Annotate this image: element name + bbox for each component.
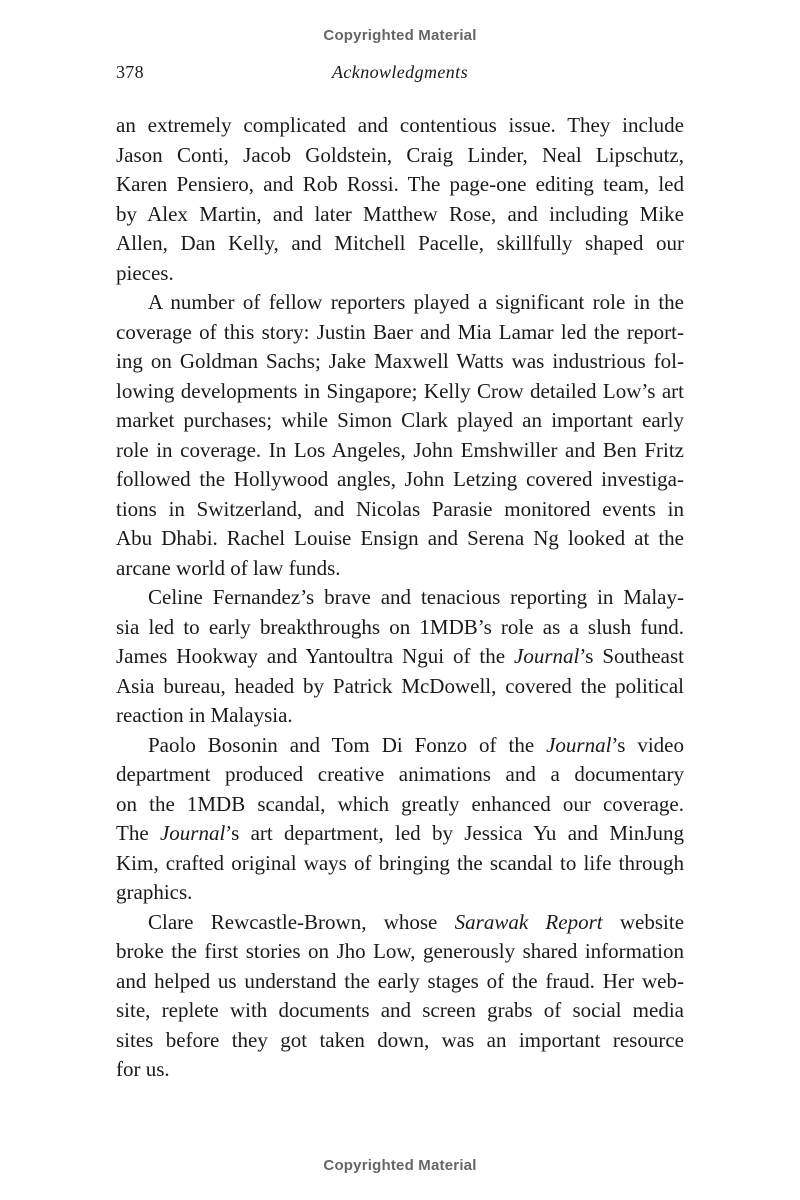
text-line: reaction in Malaysia. bbox=[116, 703, 293, 727]
italic-title: Journal bbox=[514, 644, 580, 668]
text-line: department produced creative animations and a documentary bbox=[116, 762, 684, 786]
section-title: Acknowledgments bbox=[332, 62, 468, 82]
text-line: Karen Pensiero, and Rob Rossi. The page-one editing team, led bbox=[116, 172, 684, 196]
text-line: ing on Goldman Sachs; Jake Maxwell Watts was industrious fol- bbox=[116, 349, 684, 373]
watermark-top: Copyrighted Material bbox=[323, 27, 477, 44]
text-line bbox=[116, 819, 684, 849]
text-line bbox=[116, 908, 684, 938]
text-run: James Hookway and Yantoultra Ngui of the bbox=[116, 644, 515, 668]
text-line: broke the first stories on Jho Low, generously shared information bbox=[116, 939, 684, 963]
text-line: A number of fellow reporters played a significant role in the bbox=[148, 290, 684, 314]
italic-title: Journal bbox=[159, 821, 226, 845]
text-run: website bbox=[602, 909, 685, 934]
text-line: pieces. bbox=[116, 260, 174, 285]
text-line: role in coverage. In Los Angeles, John Emshwiller and Ben Fritz bbox=[116, 437, 684, 462]
text-line: sites before they got taken down, was an important resource bbox=[116, 1027, 684, 1052]
text-line: Jason Conti, Jacob Goldstein, Craig Linder, Neal Lipschutz, bbox=[116, 142, 684, 167]
text-run: ’s Southeast bbox=[579, 644, 684, 668]
text-run: ’s art department, led by Jessica Yu and MinJung bbox=[225, 821, 684, 845]
italic-title: Sarawak Report bbox=[454, 909, 603, 934]
text-line bbox=[116, 642, 684, 672]
text-line: followed the Hollywood angles, John Letzing covered investiga- bbox=[116, 467, 684, 491]
text-run: Clare Rewcastle-Brown, whose bbox=[148, 909, 455, 934]
text-line: Celine Fernandez’s brave and tenacious reporting in Malay- bbox=[148, 585, 684, 609]
text-line: graphics. bbox=[116, 880, 193, 904]
text-line: market purchases; while Simon Clark played an important early bbox=[116, 408, 684, 432]
text-line: by Alex Martin, and later Matthew Rose, and including Mike bbox=[116, 201, 684, 226]
text-line bbox=[116, 731, 684, 761]
page-number: 378 bbox=[116, 62, 144, 82]
text-line: for us. bbox=[116, 1057, 170, 1081]
text-run: The bbox=[116, 821, 160, 845]
text-line: Abu Dhabi. Rachel Louise Ensign and Serena Ng looked at the bbox=[116, 526, 684, 550]
watermark-bottom: Copyrighted Material bbox=[323, 1157, 477, 1174]
text-line: and helped us understand the early stages of the fraud. Her web- bbox=[116, 968, 684, 993]
italic-title: Journal bbox=[546, 732, 612, 757]
text-line: Allen, Dan Kelly, and Mitchell Pacelle, skillfully shaped our bbox=[116, 231, 684, 255]
text-line: an extremely complicated and contentious issue. They include bbox=[116, 113, 684, 137]
text-line: sia led to early breakthroughs on 1MDB’s role as a slush fund. bbox=[116, 614, 684, 639]
text-line: lowing developments in Singapore; Kelly Crow detailed Low’s art bbox=[116, 378, 684, 403]
text-line: Asia bureau, headed by Patrick McDowell, covered the political bbox=[116, 673, 684, 698]
text-line: tions in Switzerland, and Nicolas Parasie monitored events in bbox=[116, 496, 684, 521]
running-head bbox=[116, 62, 684, 88]
text-line: coverage of this story: Justin Baer and Mia Lamar led the report- bbox=[116, 319, 684, 344]
text-line: site, replete with documents and screen grabs of social media bbox=[116, 998, 684, 1022]
body-text bbox=[116, 111, 684, 1085]
text-run: Paolo Bosonin and Tom Di Fonzo of the bbox=[148, 732, 547, 757]
text-line: arcane world of law funds. bbox=[116, 555, 341, 580]
text-line: Kim, crafted original ways of bringing the scandal to life through bbox=[116, 850, 684, 875]
text-line: on the 1MDB scandal, which greatly enhanced our coverage. bbox=[116, 791, 684, 816]
text-run: ’s video bbox=[611, 732, 684, 757]
